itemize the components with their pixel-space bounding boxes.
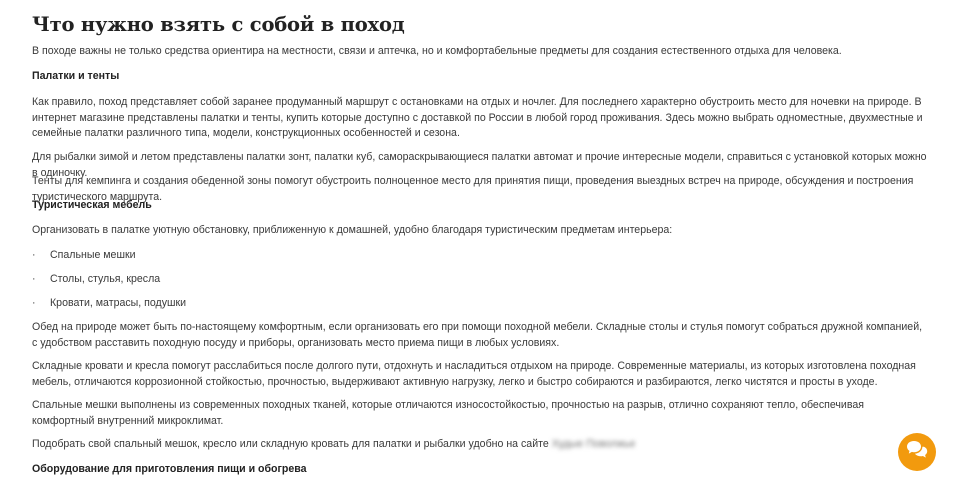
chat-button[interactable]	[898, 433, 936, 471]
list-item	[32, 248, 136, 264]
list-item-label: Кровати, матрасы, подушки	[50, 297, 187, 309]
intro-paragraph: В походе важны не только средства ориентира на местности, связи и аптечка, но и комфортабельные предметы для создания естественного отдыха для человека.	[32, 45, 842, 57]
section-heading-cooking: Оборудование для приготовления пищи и обогрева	[32, 463, 307, 475]
furniture-paragraph-5-text: Подобрать свой спальный мешок, кресло или складную кровать для палатки и рыбалки удобно на сайте	[32, 438, 549, 450]
article	[32, 0, 932, 475]
bullet-marker: ·	[32, 273, 36, 285]
tents-paragraph-1: Как правило, поход представляет собой заранее продуманный маршрут с остановками на отдых и ночлег. Для последнего характерно обустроить место для ночевки на природе. В интернет магазине представлены палатки и тенты, купить которые доступно с доставкой по России в любой город проживания. Здесь можно выбрать одноместные, двухместные и семейные палатки различного типа, модели, конструкционных особенностей и сезона.	[32, 96, 923, 139]
tents-paragraph-3: Тенты для кемпинга и создания обеденной зоны помогут обустроить полноценное место для принятия пищи, проведения выездных встреч на природе, обсуждения и построения туристического маршрута.	[32, 175, 914, 203]
furniture-paragraph-1: Организовать в палатке уютную обстановку, приближенную к домашней, удобно благодаря туристическим предметам интерьера:	[32, 224, 673, 236]
page-title: Что нужно взять с собой в поход	[32, 13, 405, 36]
furniture-paragraph-4: Спальные мешки выполнены из современных походных тканей, которые отличаются износостойкостью, прочностью на разрыв, отлично сохраняют тепло, обеспечивая комфортный внутренний микроклимат.	[32, 399, 864, 427]
section-heading-tents: Палатки и тенты	[32, 70, 120, 82]
furniture-paragraph-5	[32, 437, 928, 453]
chat-bubbles-icon	[906, 440, 928, 465]
list-item	[32, 272, 160, 288]
furniture-paragraph-3: Складные кровати и кресла помогут расслабиться после долгого пути, отдохнуть и насладиться отдыхом на природе. Современные материалы, из которых изготовлена походная мебель, отличаются коррозионной стойкостью, прочностью, выдерживают активную нагрузку, легко и быстро собираются и разбираются, легко чистятся и просты в уходе.	[32, 360, 916, 388]
list-item	[32, 296, 186, 312]
list-item-label: Спальные мешки	[50, 249, 136, 261]
list-item-label: Столы, стулья, кресла	[50, 273, 161, 285]
tents-paragraph-2: Для рыбалки зимой и летом представлены палатки зонт, палатки куб, самораскрывающиеся палатки автомат и прочие интересные модели, справиться с установкой которых можно в одиночку.	[32, 151, 927, 179]
section-heading-furniture: Туристическая мебель	[32, 199, 152, 211]
bullet-marker: ·	[32, 249, 36, 261]
bullet-marker: ·	[32, 297, 36, 309]
furniture-paragraph-2: Обед на природе может быть по-настоящему комфортным, если организовать его при помощи походной мебели. Складные столы и стулья помогут собраться дружной компанией, с удобством расставить походную посуду и приборы, организовать место приема пищи в любых условиях.	[32, 321, 923, 349]
site-link[interactable]: Худые Поволжье	[551, 438, 636, 450]
